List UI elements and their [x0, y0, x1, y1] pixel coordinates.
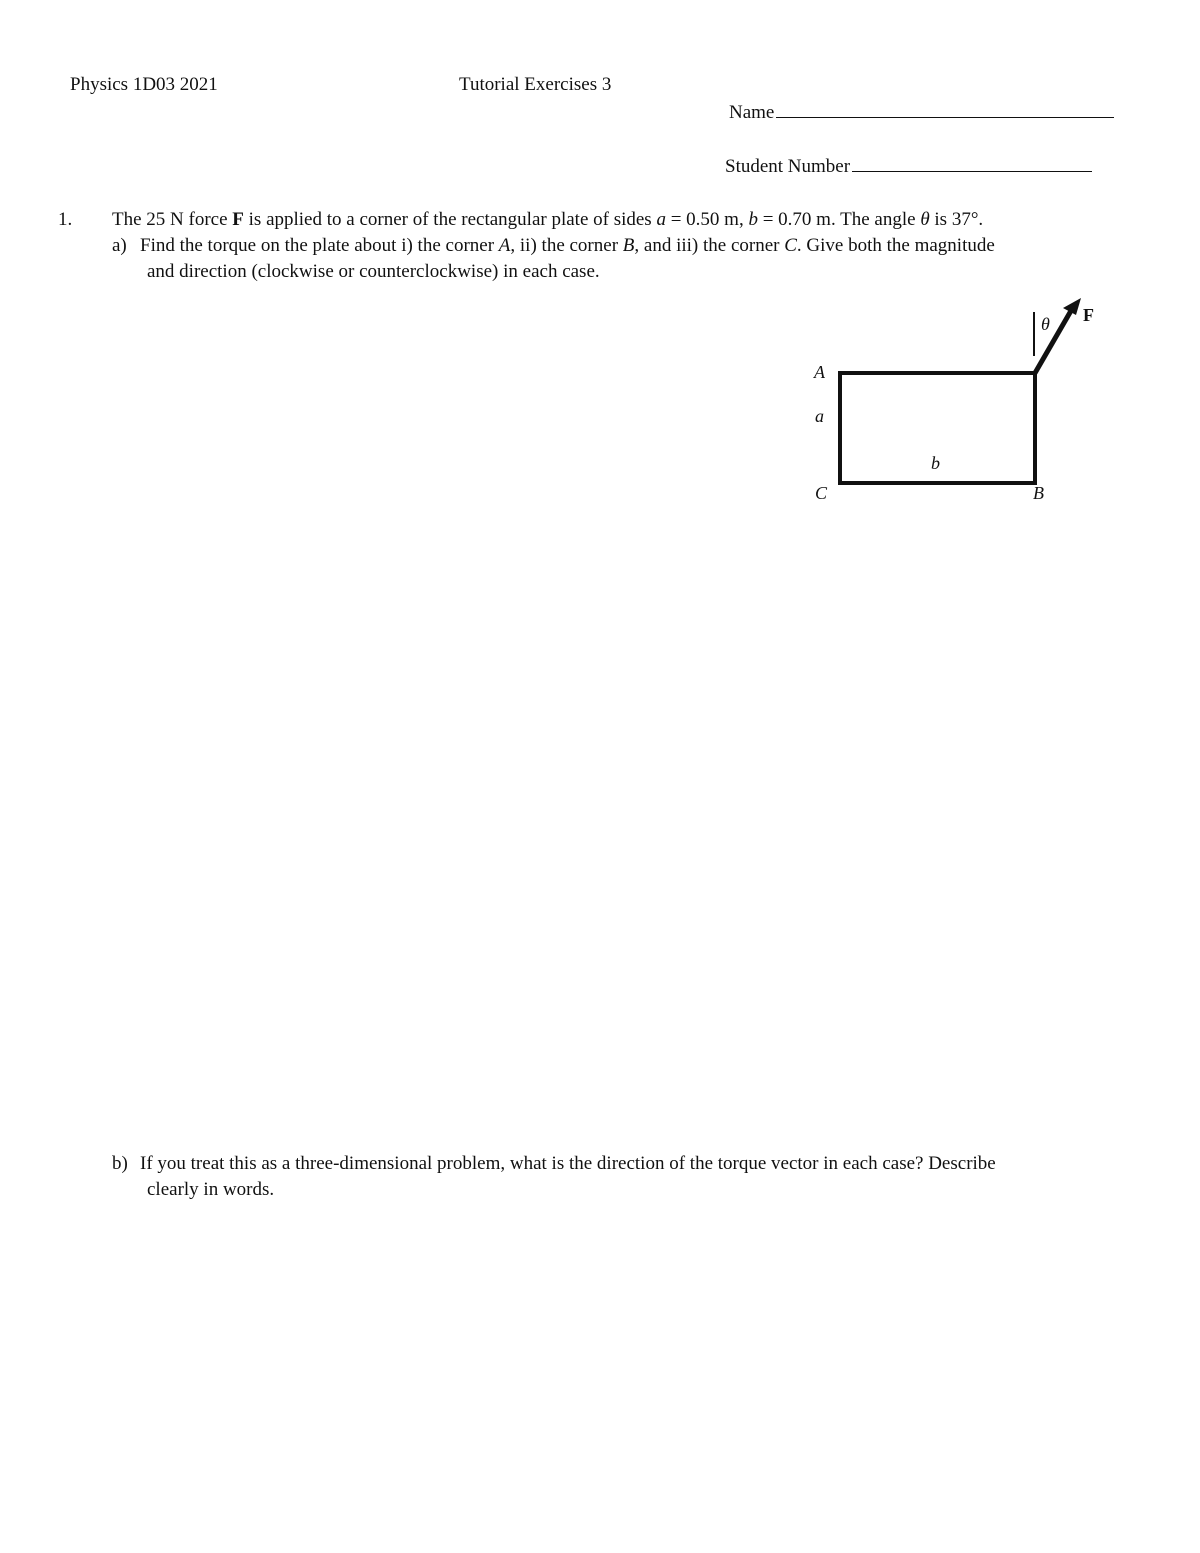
side-b-label: b: [931, 453, 940, 473]
course-title: Physics 1D03 2021: [70, 74, 218, 95]
part-a-text-line2: and direction (clockwise or counterclockwise) in each case.: [147, 261, 600, 282]
part-b-text-line1: If you treat this as a three-dimensional problem, what is the direction of the torque vector in each case? Describe: [140, 1153, 996, 1174]
corner-c-label: C: [815, 483, 828, 503]
part-b-text-line2: clearly in words.: [147, 1179, 275, 1200]
part-a-text-line1: Find the torque on the plate about i) the corner A, ii) the corner B, and iii) the corner C. Give both the magnitude: [140, 235, 995, 256]
side-a-symbol: a: [656, 209, 666, 230]
student-number-label: Student Number: [725, 156, 851, 177]
side-b-symbol: b: [748, 209, 758, 230]
part-b-label: b): [112, 1153, 128, 1174]
theta-symbol: θ: [920, 209, 930, 230]
force-symbol: F: [232, 209, 244, 230]
force-f-label: F: [1083, 305, 1094, 325]
side-a-label: a: [815, 406, 824, 426]
page-title: Tutorial Exercises 3: [459, 74, 612, 95]
force-arrowhead: [1063, 298, 1081, 315]
theta-angle-label: θ: [1041, 314, 1050, 334]
corner-a-label: A: [814, 362, 825, 382]
corner-b-label: B: [1033, 483, 1044, 503]
part-a-label: a): [112, 235, 127, 256]
question-stem: The 25 N force F is applied to a corner of the rectangular plate of sides a = 0.50 m, b = 0.70 m. The angle θ is 37°.: [112, 209, 984, 230]
question-number: 1.: [58, 209, 73, 230]
name-label: Name: [729, 102, 775, 123]
